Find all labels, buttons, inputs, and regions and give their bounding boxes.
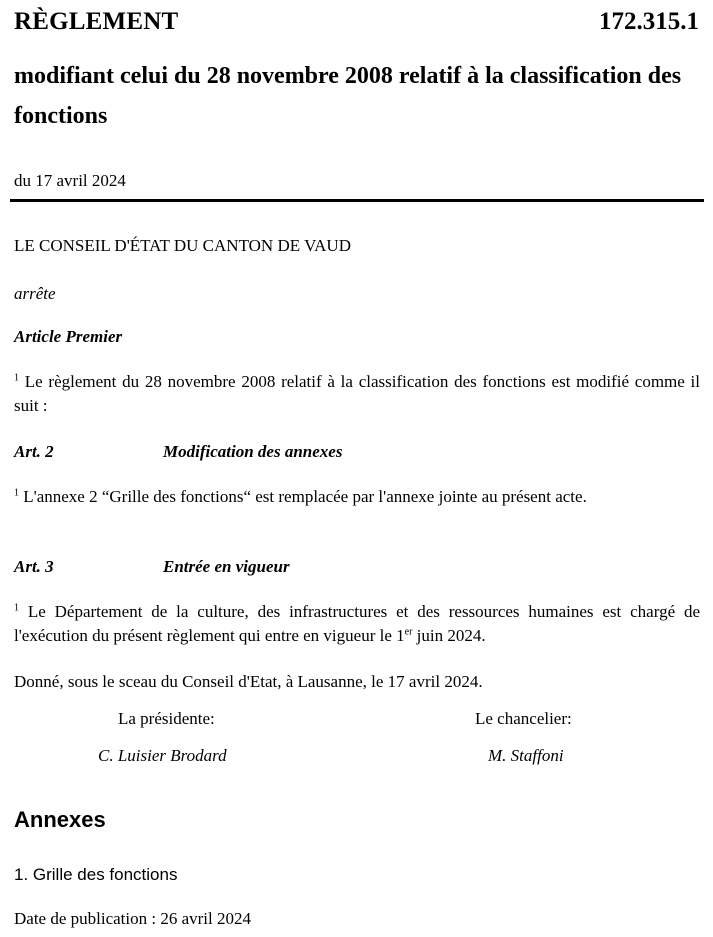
article-2-paragraph [14,485,700,509]
president-name: C. Luisier Brodard [98,746,227,765]
article-2-title: Modification des annexes [163,442,343,461]
ordinal-suffix: er [404,626,413,638]
article-2-number: Art. 2 [14,442,54,461]
given-at-statement: Donné, sous le sceau du Conseil d'Etat, à Lausanne, le 17 avril 2024. [14,672,483,691]
paragraph-number: 1 [14,372,19,384]
article-1-paragraph [14,370,700,418]
document-date: du 17 avril 2024 [14,171,126,190]
article-1-text: Le règlement du 28 novembre 2008 relatif à la classification des fonctions est modifié comme il suit : [14,372,700,415]
header-divider [10,199,704,202]
chancellor-role: Le chancelier: [475,709,572,728]
president-role: La présidente: [118,709,215,728]
issuing-authority: LE CONSEIL D'ÉTAT DU CANTON DE VAUD [14,236,351,255]
decree-word: arrête [14,284,56,303]
document-subtitle: modifiant celui du 28 novembre 2008 relatif à la classification des fonctions [14,63,682,129]
paragraph-number: 1 [14,602,19,614]
publication-date: Date de publication : 26 avril 2024 [14,909,251,928]
article-2-text: L'annexe 2 “Grille des fonctions“ est remplacée par l'annexe jointe au présent acte. [23,487,587,506]
article-3-text: Le Département de la culture, des infrastructures et des ressources humaines est chargé de l'exécution du présent règlement qui entre en vigueur le 1 [14,602,701,645]
article-1-heading: Article Premier [14,327,123,346]
article-3-title: Entrée en vigueur [163,557,290,576]
paragraph-number: 1 [14,487,19,499]
article-3-paragraph [14,600,700,648]
document-type-title: RÈGLEMENT [14,8,179,35]
annex-link-grille-des-fonctions[interactable]: 1. Grille des fonctions [14,865,178,884]
article-3-text-end: juin 2024. [412,626,486,645]
chancellor-name: M. Staffoni [488,746,564,765]
document-number: 172.315.1 [599,8,699,35]
article-3-number: Art. 3 [14,557,54,576]
annexes-heading: Annexes [14,807,106,832]
